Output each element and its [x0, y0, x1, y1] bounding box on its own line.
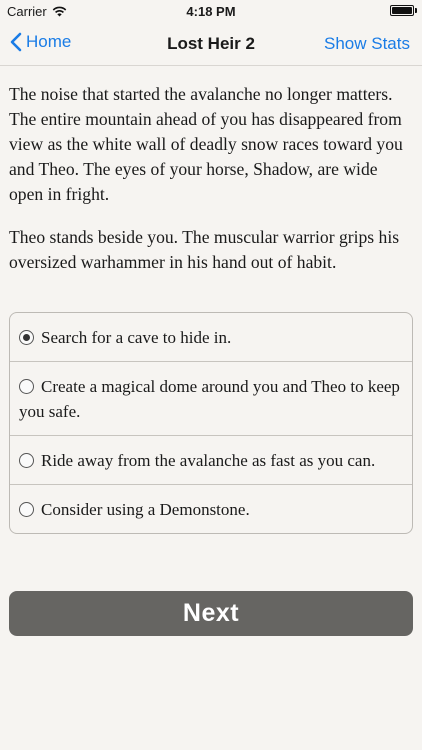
- carrier-label: Carrier: [7, 4, 47, 19]
- battery-tip: [415, 8, 417, 13]
- choice-list: [9, 312, 413, 534]
- back-label: Home: [26, 32, 72, 51]
- story-paragraph: Theo stands beside you. The muscular warrior grips his oversized warhammer in his hand out of habit.: [9, 227, 400, 272]
- battery-level: [392, 7, 412, 14]
- show-stats-button[interactable]: Show Stats: [324, 34, 410, 53]
- story-paragraph: The noise that started the avalanche no longer matters. The entire mountain ahead of you has disappeared from view as the white wall of deadly snow races toward you and Theo. The eyes of your horse, Shadow, are wide open in fright.: [9, 84, 403, 204]
- radio-button[interactable]: [19, 502, 34, 517]
- choice-option[interactable]: [10, 435, 412, 484]
- page-title: Lost Heir 2: [167, 34, 255, 53]
- battery-icon: [390, 5, 414, 16]
- choice-label: Create a magical dome around you and Theo to keep you safe.: [19, 377, 400, 421]
- choice-label: Search for a cave to hide in.: [41, 328, 232, 347]
- status-time: 4:18 PM: [186, 4, 236, 19]
- story-text: [9, 82, 413, 293]
- choice-option[interactable]: [10, 313, 412, 361]
- radio-button[interactable]: [19, 379, 34, 394]
- choice-label: Consider using a Demonstone.: [41, 500, 250, 519]
- status-bar: [0, 0, 422, 22]
- radio-button[interactable]: [19, 330, 34, 345]
- next-button[interactable]: Next: [9, 591, 413, 636]
- choice-label: Ride away from the avalanche as fast as you can.: [41, 451, 376, 470]
- radio-button[interactable]: [19, 453, 34, 468]
- choice-option[interactable]: [10, 361, 412, 435]
- choice-option[interactable]: [10, 484, 412, 533]
- navigation-bar: [0, 22, 422, 66]
